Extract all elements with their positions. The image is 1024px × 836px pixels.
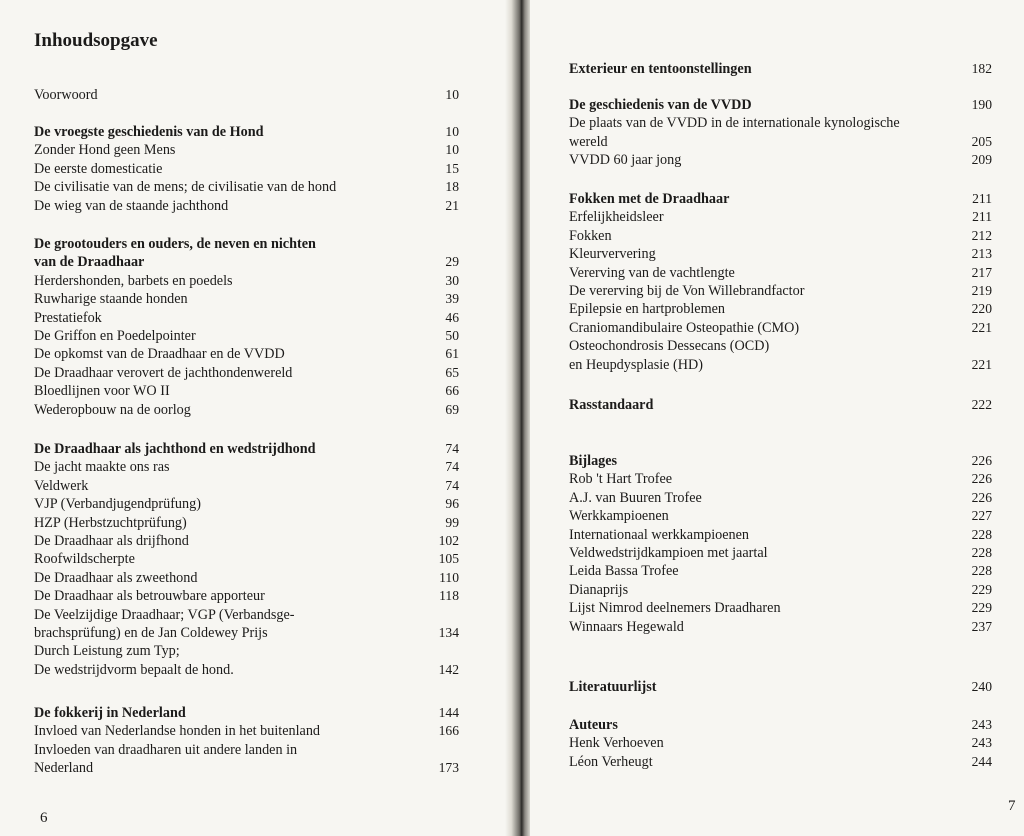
toc-entry — [569, 618, 992, 636]
toc-page-number: 240 — [971, 679, 992, 694]
toc-entry-title: Veldwerk — [34, 477, 89, 494]
toc-entry-title: De vroegste geschiedenis van de Hond — [34, 124, 264, 140]
toc-entry — [569, 133, 992, 151]
toc-entry — [34, 624, 459, 642]
toc-entry-title: Winnaars Hegewald — [569, 618, 684, 635]
toc-entry — [569, 470, 992, 488]
toc-page-number: 190 — [971, 97, 992, 112]
toc-page-number: 10 — [445, 87, 459, 102]
toc-page-number: 220 — [971, 301, 992, 317]
left-page-number: 6 — [40, 810, 48, 826]
toc-page-number: 74 — [445, 459, 459, 475]
toc-entry-title: Ruwharige staande honden — [34, 291, 188, 308]
toc-entry — [34, 197, 459, 215]
toc-page-number: 50 — [445, 327, 459, 343]
toc-entry-title: Léon Verheugt — [569, 753, 653, 770]
toc-page-number: 182 — [971, 61, 992, 76]
toc-page-number: 110 — [439, 569, 459, 585]
toc-entry-title: Craniomandibulaire Osteopathie (CMO) — [569, 319, 800, 336]
toc-page-number: 217 — [971, 264, 992, 280]
toc-page-number: 209 — [971, 152, 992, 168]
toc-page-number: 219 — [971, 282, 992, 298]
toc-entry — [34, 532, 459, 550]
toc-entry — [569, 562, 992, 580]
toc-page-number: 221 — [971, 356, 992, 372]
toc-entry-title: De Draadhaar verovert de jachthondenwereld — [34, 364, 293, 381]
toc-entry-title: Fokken — [569, 227, 612, 244]
toc-entry-title: van de Draadhaar — [34, 254, 145, 271]
toc-entry — [34, 741, 459, 759]
toc-entry-title: Exterieur en tentoonstellingen — [569, 61, 752, 77]
toc-page-number: 66 — [445, 383, 459, 399]
right-page — [530, 0, 1024, 836]
toc-entry-title: De eerste domesticatie — [34, 160, 163, 177]
toc-entry-title: Durch Leistung zum Typ; — [34, 643, 180, 660]
toc-page-number: 211 — [972, 209, 992, 225]
toc-entry-title: Bloedlijnen voor WO II — [34, 383, 170, 400]
toc-entry-title: Internationaal werkkampioenen — [569, 526, 750, 543]
toc-entry — [34, 606, 459, 624]
toc-page-number: 29 — [445, 254, 459, 270]
toc-entry-title: Literatuurlijst — [569, 679, 657, 695]
toc-entry-title: Epilepsie en hartproblemen — [569, 301, 726, 318]
toc-page-number: 96 — [445, 496, 459, 512]
toc-entry-title: De Draadhaar als zweethond — [34, 569, 198, 586]
toc-page-number: 229 — [971, 581, 992, 597]
toc-entry-title: De Draadhaar als jachthond en wedstrijdhond — [34, 441, 316, 457]
toc-page-number: 69 — [445, 401, 459, 417]
toc-section — [34, 440, 546, 679]
toc-entry-title: Leida Bassa Trofee — [569, 563, 679, 580]
toc-page-number: 226 — [971, 489, 992, 505]
toc-entry-title: De Draadhaar als drijfhond — [34, 532, 189, 549]
toc-entry-title: Osteochondrosis Dessecans (OCD) — [569, 338, 770, 355]
toc-entry — [34, 141, 459, 159]
toc-entry — [34, 661, 459, 679]
toc-entry — [34, 550, 459, 568]
toc-page-number: 237 — [971, 618, 992, 634]
toc-section — [34, 235, 546, 419]
toc-section-heading — [34, 235, 459, 253]
toc-entry — [34, 759, 459, 777]
toc-entry-title: HZP (Herbstzuchtprüfung) — [34, 514, 187, 531]
toc-entry — [34, 382, 459, 400]
toc-entry — [34, 401, 459, 419]
toc-entry — [34, 272, 459, 290]
toc-entry-title: Auteurs — [569, 717, 618, 733]
toc-entry — [569, 114, 992, 132]
toc-section-heading — [569, 60, 992, 78]
toc-entry — [569, 544, 992, 562]
toc-page-number: 134 — [438, 624, 459, 640]
toc-page-number: 18 — [445, 179, 459, 195]
toc-entry-title: Kleurververing — [569, 246, 656, 263]
toc-entry — [569, 227, 992, 245]
toc-entry-title: Bijlages — [569, 453, 618, 469]
toc-entry — [569, 581, 992, 599]
toc-page-number: 173 — [438, 760, 459, 776]
toc-entry-title: Dianaprijs — [569, 581, 629, 598]
toc-entry — [34, 587, 459, 605]
toc-entry — [34, 477, 459, 495]
toc-entry-title: Erfelijkheidsleer — [569, 209, 664, 226]
toc-entry-title: A.J. van Buuren Trofee — [569, 489, 702, 506]
toc-heading: Inhoudsopgave — [34, 30, 158, 51]
toc-entry-title: Vererving van de vachtlengte — [569, 264, 735, 281]
toc-page-number: 229 — [971, 600, 992, 616]
toc-entry — [569, 151, 992, 169]
toc-page-number: 166 — [438, 723, 459, 739]
toc-page-number: 74 — [445, 441, 459, 456]
toc-page-number: 221 — [971, 319, 992, 335]
toc-entry-title: De jacht maakte ons ras — [34, 459, 170, 476]
toc-page-number: 243 — [971, 717, 992, 732]
toc-section-heading — [569, 678, 992, 696]
toc-entry-title: brachsprüfung) en de Jan Coldewey Prijs — [34, 624, 268, 641]
toc-entry — [34, 327, 459, 345]
toc-entry — [569, 282, 992, 300]
toc-entry — [34, 345, 459, 363]
toc-page-number: 243 — [971, 735, 992, 751]
toc-page-number: 228 — [971, 544, 992, 560]
toc-page-number: 105 — [438, 551, 459, 567]
toc-entry — [569, 356, 992, 374]
toc-entry-title: VVDD 60 jaar jong — [569, 152, 682, 169]
toc-page-number: 61 — [445, 346, 459, 362]
toc-page-number: 213 — [971, 246, 992, 262]
toc-entry — [34, 290, 459, 308]
toc-page-number: 228 — [971, 563, 992, 579]
toc-page-number: 222 — [971, 397, 992, 412]
toc-entry-title: Voorwoord — [34, 87, 98, 103]
toc-entry — [34, 514, 459, 532]
toc-entry — [34, 642, 459, 660]
toc-entry — [569, 319, 992, 337]
toc-entry — [34, 458, 459, 476]
toc-entry-title: Rob 't Hart Trofee — [569, 471, 673, 488]
toc-section-heading — [569, 190, 992, 208]
toc-entry-title: Rasstandaard — [569, 397, 654, 413]
toc-entry-title: wereld — [569, 133, 608, 150]
toc-entry-title: Veldwedstrijdkampioen met jaartal — [569, 544, 768, 561]
toc-entry-title: Herdershonden, barbets en poedels — [34, 272, 233, 289]
toc-section — [569, 452, 1024, 636]
toc-entry — [569, 208, 992, 226]
toc-entry-title: De civilisatie van de mens; de civilisatie van de hond — [34, 179, 337, 196]
toc-entry — [34, 569, 459, 587]
toc-entry-title: Nederland — [34, 760, 94, 777]
toc-entry-title: Roofwildscherpte — [34, 551, 135, 568]
toc-section — [34, 86, 546, 104]
toc-entry-title: De Veelzijdige Draadhaar; VGP (Verbandsge- — [34, 606, 295, 623]
toc-entry-title: Invloed van Nederlandse honden in het buitenland — [34, 723, 321, 740]
toc-section — [34, 123, 546, 215]
toc-section-heading — [34, 704, 459, 722]
toc-page-number: 46 — [445, 309, 459, 325]
toc-entry-title: Prestatiefok — [34, 309, 102, 326]
toc-entry — [34, 364, 459, 382]
toc-page-number: 10 — [445, 142, 459, 158]
toc-page-number: 205 — [971, 133, 992, 149]
toc-section-heading — [569, 396, 992, 414]
toc-entry-title: De geschiedenis van de VVDD — [569, 97, 752, 113]
toc-entry — [34, 495, 459, 513]
toc-entry-title: De Griffon en Poedelpointer — [34, 327, 196, 344]
toc-page-number: 15 — [445, 160, 459, 176]
toc-entry-title: en Heupdysplasie (HD) — [569, 356, 703, 373]
toc-entry-title: Wederopbouw na de oorlog — [34, 401, 191, 418]
toc-entry — [569, 753, 992, 771]
toc-page-number: 118 — [439, 588, 459, 604]
toc-section — [569, 716, 1024, 771]
toc-section-heading — [569, 716, 992, 734]
toc-section-heading — [34, 440, 459, 458]
toc-entry — [569, 507, 992, 525]
toc-page-number: 211 — [972, 191, 992, 206]
toc-entry-title: Invloeden van draadharen uit andere landen in — [34, 741, 298, 758]
toc-page-number: 142 — [438, 661, 459, 677]
toc-page-number: 21 — [445, 197, 459, 213]
toc-entry-title: De plaats van de VVDD in de internationale kynologische — [569, 115, 900, 132]
toc-section — [34, 704, 546, 778]
toc-entry-title: De Draadhaar als betrouwbare apporteur — [34, 588, 265, 605]
toc-entry — [569, 337, 992, 355]
toc-section-heading — [34, 123, 459, 141]
toc-page-number: 144 — [438, 705, 459, 720]
toc-entry — [569, 734, 992, 752]
toc-section-heading — [34, 253, 459, 271]
toc-entry — [569, 599, 992, 617]
toc-entry — [34, 178, 459, 196]
toc-entry — [569, 300, 992, 318]
toc-page-number: 39 — [445, 291, 459, 307]
toc-section — [569, 190, 1024, 374]
toc-entry-title: De wedstrijdvorm bepaalt de hond. — [34, 661, 234, 678]
toc-entry-title: Fokken met de Draadhaar — [569, 191, 730, 207]
toc-entry — [34, 309, 459, 327]
toc-page-number: 227 — [971, 508, 992, 524]
toc-page-number: 30 — [445, 272, 459, 288]
toc-page-number: 226 — [971, 453, 992, 468]
toc-page-number: 102 — [438, 532, 459, 548]
toc-entry-title: De vererving bij de Von Willebrandfactor — [569, 282, 805, 299]
toc-entry-title: Werkkampioenen — [569, 508, 669, 525]
toc-section — [569, 96, 1024, 170]
toc-page-number: 65 — [445, 364, 459, 380]
toc-entry-title: De opkomst van de Draadhaar en de VVDD — [34, 346, 285, 363]
toc-section-heading — [569, 452, 992, 470]
toc-page-number: 74 — [445, 477, 459, 493]
toc-page-number: 10 — [445, 124, 459, 139]
toc-page-number: 99 — [445, 514, 459, 530]
toc-entry-title: Henk Verhoeven — [569, 735, 664, 752]
toc-entry — [569, 489, 992, 507]
toc-entry-title: De grootouders en ouders, de neven en nichten — [34, 236, 316, 252]
toc-entry — [569, 526, 992, 544]
right-page-number: 7 — [1008, 798, 1016, 814]
toc-entry-title: De wieg van de staande jachthond — [34, 197, 229, 214]
toc-section — [569, 678, 1024, 696]
toc-page-number: 212 — [971, 227, 992, 243]
toc-entry — [34, 160, 459, 178]
toc-entry-title: Zonder Hond geen Mens — [34, 142, 176, 159]
toc-entry-title: De fokkerij in Nederland — [34, 705, 186, 721]
toc-section-heading — [569, 96, 992, 114]
toc-page-number: 226 — [971, 471, 992, 487]
toc-page-number: 244 — [971, 753, 992, 769]
toc-entry — [569, 264, 992, 282]
toc-entry — [34, 86, 459, 104]
toc-entry — [569, 245, 992, 263]
toc-entry — [34, 722, 459, 740]
toc-section — [569, 396, 1024, 414]
toc-entry-title: VJP (Verbandjugendprüfung) — [34, 496, 201, 513]
toc-section — [569, 60, 1024, 78]
toc-page-number: 228 — [971, 526, 992, 542]
toc-entry-title: Lijst Nimrod deelnemers Draadharen — [569, 600, 781, 617]
